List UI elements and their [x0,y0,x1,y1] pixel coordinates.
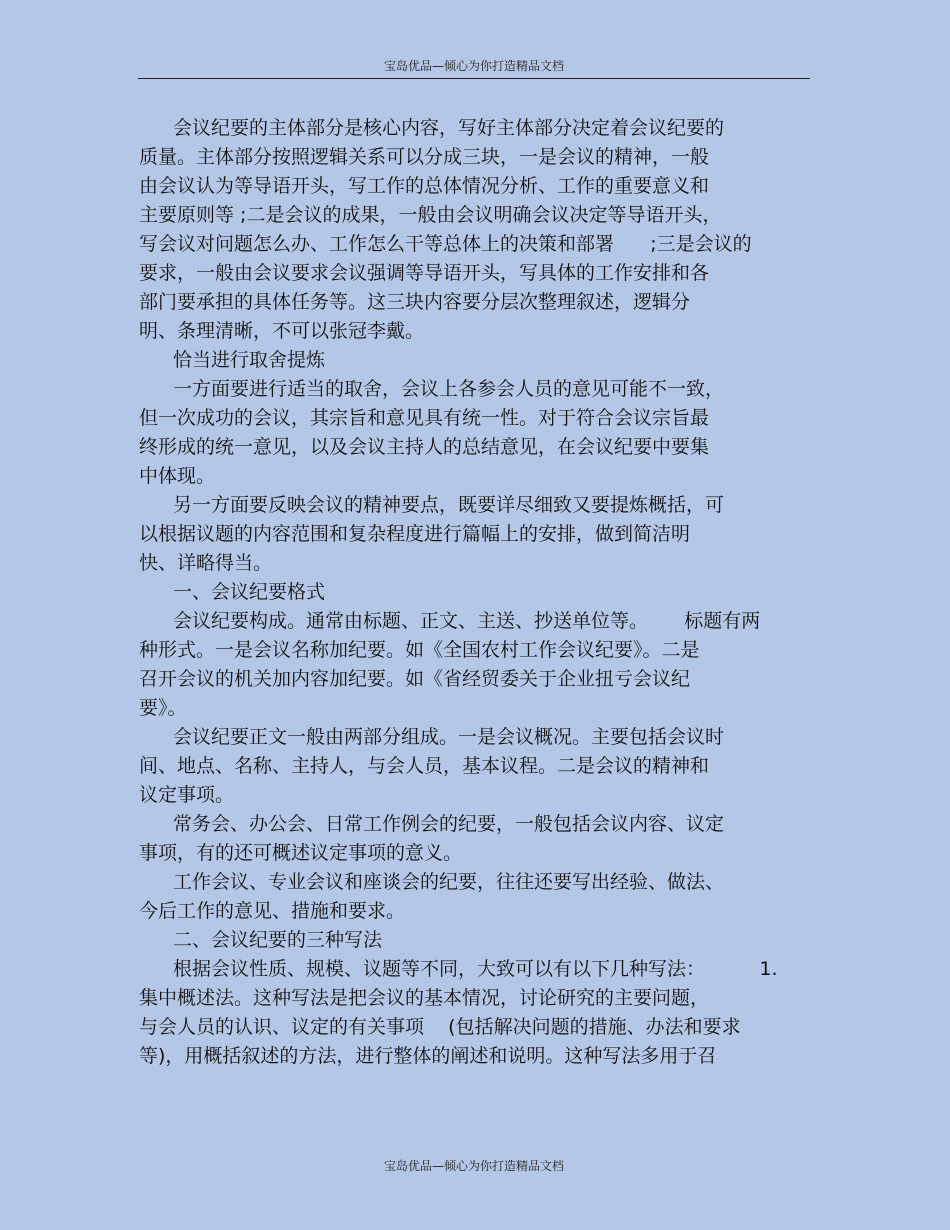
text-line: 与会人员的认识、议定的有关事项 (包括解决问题的措施、办法和要求 [139,1016,741,1038]
text-line: 一方面要进行适当的取舍，会议上各参会人员的意见可能不一致， [173,378,725,400]
text-line: 常务会、办公会、日常工作例会的纪要，一般包括会议内容、议定 [173,813,725,835]
text-line: 另一方面要反映会议的精神要点，既要详尽细致又要提炼概括，可 [173,494,725,516]
document-body [139,114,819,1071]
text-line: 会议纪要的主体部分是核心内容，写好主体部分决定着会议纪要的 [173,117,725,139]
text-line: 会议纪要正文一般由两部分组成。一是会议概况。主要包括会议时 [173,726,725,748]
text-line: 要》。 [139,697,187,719]
text-line: 以根据议题的内容范围和复杂程度进行篇幅上的安排，做到简洁明 [139,523,691,545]
text-line: 但一次成功的会议，其宗旨和意见具有统一性。对于符合会议宗旨最 [139,407,710,429]
text-line: 快、详略得当。 [139,552,273,574]
text-line: 明、条理清晰，不可以张冠李戴。 [139,320,425,342]
text-line: 召开会议的机关加内容加纪要。如《省经贸委关于企业扭亏会议纪 [139,668,691,690]
text-line: 会议纪要构成。通常由标题、正文、主送、抄送单位等。 标题有两 [173,610,761,632]
text-line: 议定事项。 [139,784,235,806]
text-line: 质量。主体部分按照逻辑关系可以分成三块，一是会议的精神，一般 [139,146,710,168]
text-line: 根据会议性质、规模、议题等不同，大致可以有以下几种写法： 1. [173,958,778,980]
text-line: 今后工作的意见、措施和要求。 [139,900,406,922]
text-line: 中体现。 [139,465,216,487]
section-heading: 恰当进行取舍提炼 [173,349,326,371]
text-line: 部门要承担的具体任务等。这三块内容要分层次整理叙述，逻辑分 [139,291,691,313]
text-line: 种形式。一是会议名称加纪要。如《全国农村工作会议纪要》。二是 [139,639,700,661]
page-header: 宝岛优品—倾心为你打造精品文档 [383,59,564,73]
text-line: 工作会议、专业会议和座谈会的纪要，往往还要写出经验、做法、 [173,871,725,893]
section-heading: 二、会议纪要的三种写法 [173,929,383,951]
text-line: 事项，有的还可概述议定事项的意义。 [139,842,463,864]
text-line: 主要原则等 ;二是会议的成果，一般由会议明确会议决定等导语开头， [139,204,722,226]
text-line: 等)，用概括叙述的方法，进行整体的阐述和说明。这种写法多用于召 [139,1045,717,1067]
page-footer: 宝岛优品—倾心为你打造精品文档 [383,1159,564,1173]
text-line: 集中概述法。这种写法是把会议的基本情况，讨论研究的主要问题， [139,987,710,1009]
text-line: 终形成的统一意见，以及会议主持人的总结意见，在会议纪要中要集 [139,436,710,458]
text-line: 由会议认为等导语开头，写工作的总体情况分析、工作的重要意义和 [139,175,710,197]
section-heading: 一、会议纪要格式 [173,581,326,603]
text-line: 要求，一般由会议要求会议强调等导语开头，写具体的工作安排和各 [139,262,710,284]
text-line: 写会议对问题怎么办、工作怎么干等总体上的决策和部署 ;三是会议的 [139,233,752,255]
header-divider [138,78,810,79]
text-line: 间、地点、名称、主持人，与会人员，基本议程。二是会议的精神和 [139,755,710,777]
